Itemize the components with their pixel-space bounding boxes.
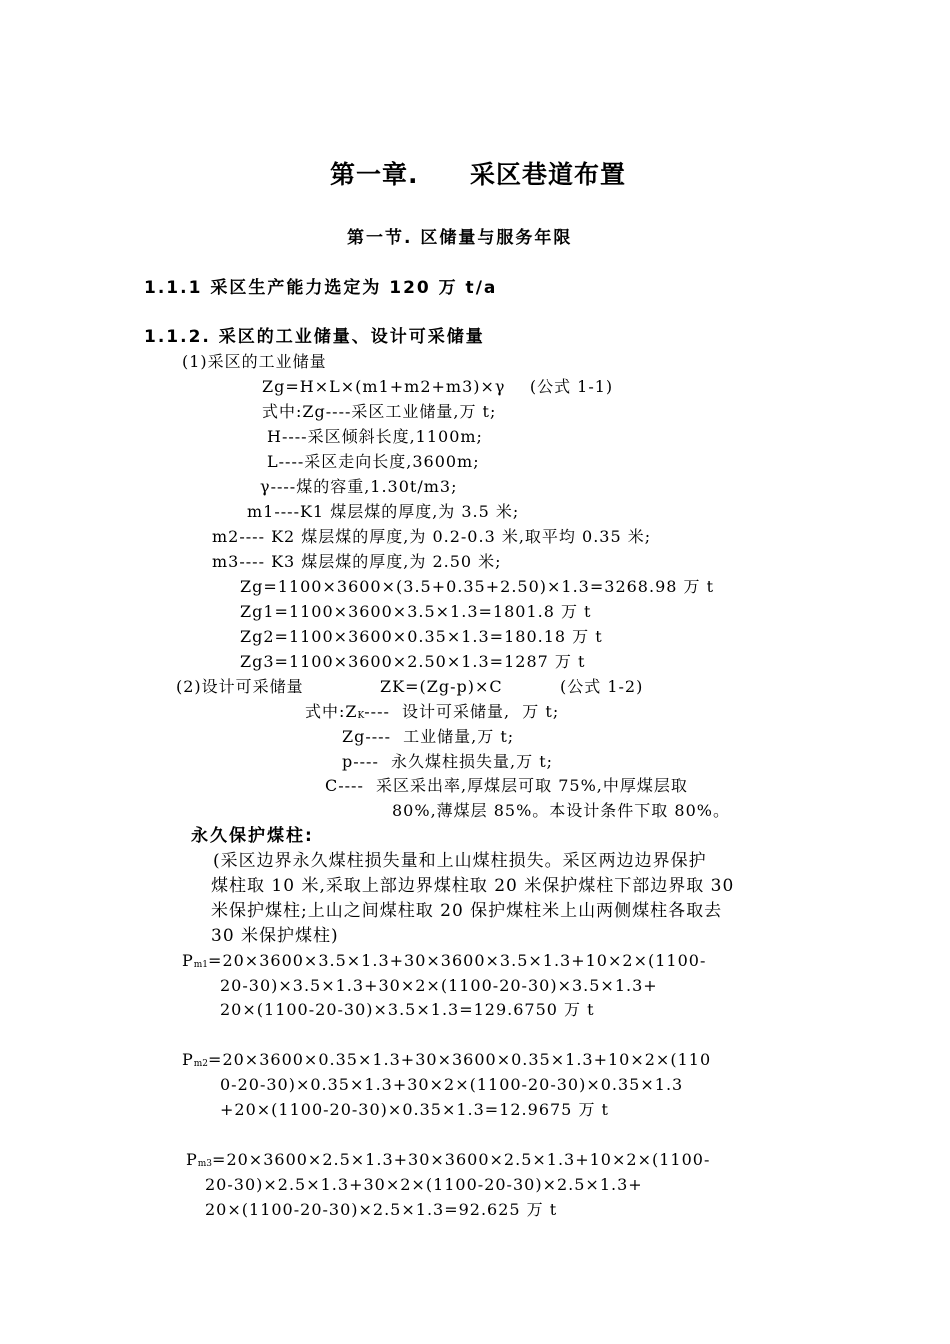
def-zg: 式中:Zg----采区工业储量,万 t;: [262, 402, 497, 421]
pm3-line-2: 20-30)×2.5×1.3+30×2×(1100-20-30)×2.5×1.3+: [205, 1175, 643, 1194]
def-c-line2: 80%,薄煤层 85%。本设计条件下取 80%。: [392, 801, 730, 820]
pm2-line-2: 0-20-30)×0.35×1.3+30×2×(1100-20-30)×0.35×1.3: [220, 1075, 684, 1094]
def-zk-suffix: ---- 设计可采储量, 万 t;: [364, 702, 560, 721]
calc-zg3: Zg3=1100×3600×2.50×1.3=1287 万 t: [240, 652, 586, 671]
formula-1-2-ref: (公式 1-2): [560, 677, 644, 696]
chapter-number: 第一章.: [330, 160, 419, 189]
pm3-subscript: m3: [197, 1159, 213, 1169]
def-zk-prefix: 式中:Z: [305, 702, 358, 721]
heading-1-1-1: 1.1.1 采区生产能力选定为 120 万 t/a: [144, 278, 498, 298]
pm3-symbol: P: [186, 1150, 198, 1169]
formula-1-1: Zg=H×L×(m1+m2+m3)×γ (公式 1-1): [262, 377, 614, 396]
pm1-subscript: m1: [193, 960, 209, 970]
pm2-expr-1: =20×3600×0.35×1.3+30×3600×0.35×1.3+10×2×(110: [208, 1050, 712, 1069]
pm2-line-1: [182, 1050, 711, 1074]
calc-zg2: Zg2=1100×3600×0.35×1.3=180.18 万 t: [240, 627, 603, 646]
formula-1-2: ZK=(Zg-p)×C: [380, 677, 503, 696]
pm3-expr-1: =20×3600×2.5×1.3+30×3600×2.5×1.3+10×2×(1100-: [212, 1150, 711, 1169]
def-h: H----采区倾斜长度,1100m;: [267, 427, 483, 446]
chapter-title: 采区巷道布置: [470, 160, 627, 189]
section-title: 第一节. 区储量与服务年限: [347, 228, 573, 248]
def-zg-2: Zg---- 工业储量,万 t;: [342, 727, 515, 746]
pm2-subscript: m2: [193, 1059, 209, 1069]
def-zk: [305, 702, 559, 726]
def-m1: m1----K1 煤层煤的厚度,为 3.5 米;: [247, 502, 520, 521]
pm1-symbol: P: [182, 951, 194, 970]
def-m3: m3---- K3 煤层煤的厚度,为 2.50 米;: [212, 552, 502, 571]
def-l: L----采区走向长度,3600m;: [267, 452, 480, 471]
industrial-reserve-title: (1)采区的工业储量: [182, 352, 327, 371]
pillar-line-1: (采区边界永久煤柱损失量和上山煤柱损失。采区两边边界保护: [213, 851, 707, 871]
pillar-line-2: 煤柱取 10 米,采取上部边界煤柱取 20 米保护煤柱下部边界取 30: [211, 876, 735, 896]
pm1-line-2: 20-30)×3.5×1.3+30×2×(1100-20-30)×3.5×1.3+: [220, 976, 658, 995]
pm2-line-3: +20×(1100-20-30)×0.35×1.3=12.9675 万 t: [220, 1100, 609, 1119]
heading-1-1-2: 1.1.2. 采区的工业储量、设计可采储量: [144, 327, 485, 347]
def-zk-subscript: K: [357, 711, 365, 721]
pm1-line-3: 20×(1100-20-30)×3.5×1.3=129.6750 万 t: [220, 1000, 595, 1019]
pillar-line-3: 米保护煤柱;上山之间煤柱取 20 保护煤柱米上山两侧煤柱各取去: [211, 901, 723, 921]
pm3-line-3: 20×(1100-20-30)×2.5×1.3=92.625 万 t: [205, 1200, 558, 1219]
pm1-expr-1: =20×3600×3.5×1.3+30×3600×3.5×1.3+10×2×(1100-: [208, 951, 707, 970]
pm2-symbol: P: [182, 1050, 194, 1069]
calc-zg: Zg=1100×3600×(3.5+0.35+2.50)×1.3=3268.98 万 t: [240, 577, 715, 596]
recoverable-reserve-title: (2)设计可采储量: [176, 677, 304, 696]
def-m2: m2---- K2 煤层煤的厚度,为 0.2-0.3 米,取平均 0.35 米;: [212, 527, 652, 546]
def-p: p---- 永久煤柱损失量,万 t;: [342, 752, 554, 771]
pillar-title: 永久保护煤柱:: [191, 826, 314, 846]
pillar-line-4: 30 米保护煤柱): [211, 926, 339, 946]
calc-zg1: Zg1=1100×3600×3.5×1.3=1801.8 万 t: [240, 602, 592, 621]
pm3-line-1: [186, 1150, 710, 1174]
pm1-line-1: [182, 951, 706, 975]
def-gamma: γ----煤的容重,1.30t/m3;: [260, 477, 458, 496]
def-c-line1: C---- 采区采出率,厚煤层可取 75%,中厚煤层取: [325, 776, 688, 795]
